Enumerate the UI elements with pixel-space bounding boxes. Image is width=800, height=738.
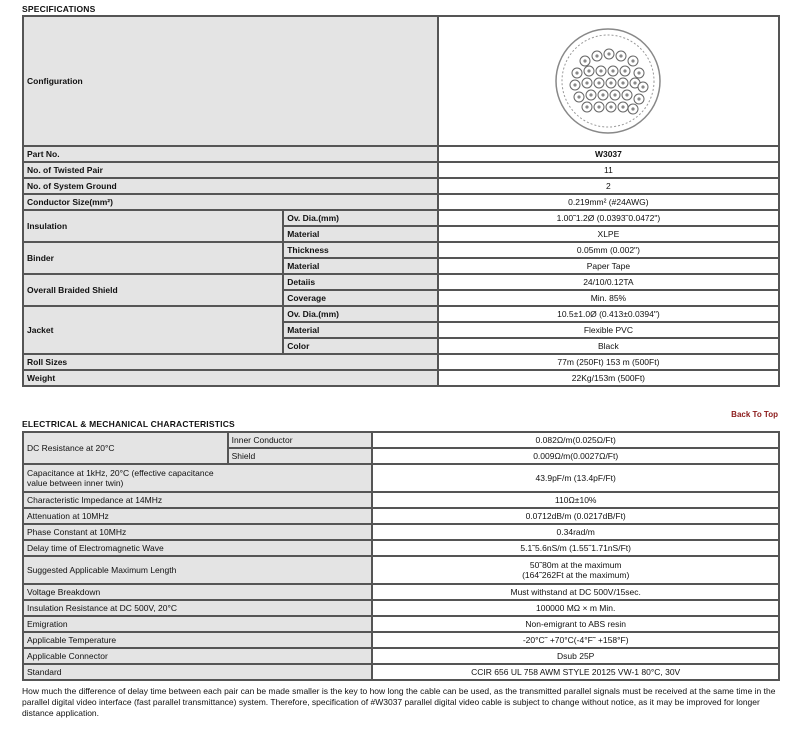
connector-label: Applicable Connector [23, 648, 372, 664]
emigration-label: Emigration [23, 616, 372, 632]
shield-coverage-value: Min. 85% [438, 290, 779, 306]
binder-label: Binder [23, 242, 283, 274]
max-length-label: Suggested Applicable Maximum Length [23, 556, 372, 584]
twisted-pair-label: No. of Twisted Pair [23, 162, 438, 178]
shield-coverage-label: Coverage [283, 290, 438, 306]
shield-label: Overall Braided Shield [23, 274, 283, 306]
phase-constant-value: 0.34rad/m [372, 524, 779, 540]
back-to-top-link[interactable]: Back To Top [731, 410, 778, 419]
roll-sizes-value: 77m (250Ft) 153 m (500Ft) [438, 354, 779, 370]
attenuation-value: 0.0712dB/m (0.0217dB/Ft) [372, 508, 779, 524]
system-ground-label: No. of System Ground [23, 178, 438, 194]
part-no-value: W3037 [438, 146, 779, 162]
delay-time-value: 5.1˜5.6nS/m (1.55˜1.71nS/Ft) [372, 540, 779, 556]
conductor-size-label: Conductor Size(mm²) [23, 194, 438, 210]
temperature-value: -20°C˜ +70°C(-4°F˜ +158°F) [372, 632, 779, 648]
binder-material-label: Material [283, 258, 438, 274]
jacket-color-value: Black [438, 338, 779, 354]
voltage-breakdown-value: Must withstand at DC 500V/15sec. [372, 584, 779, 600]
electrical-table [22, 431, 780, 681]
cable-cross-section-image [553, 21, 663, 141]
shield-details-value: 24/10/0.12TA [438, 274, 779, 290]
impedance-label: Characteristic Impedance at 14MHz [23, 492, 372, 508]
specifications-table [22, 15, 780, 387]
insulation-material-label: Material [283, 226, 438, 242]
delay-time-label: Delay time of Electromagnetic Wave [23, 540, 372, 556]
dc-shield-label: Shield [228, 448, 373, 464]
connector-value: Dsub 25P [372, 648, 779, 664]
part-no-label: Part No. [23, 146, 438, 162]
phase-constant-label: Phase Constant at 10MHz [23, 524, 372, 540]
insulation-material-value: XLPE [438, 226, 779, 242]
insulation-label: Insulation [23, 210, 283, 242]
insulation-ovdia-value: 1.00˜1.2Ø (0.0393˜0.0472") [438, 210, 779, 226]
specifications-title: SPECIFICATIONS [22, 4, 96, 14]
configuration-label: Configuration [23, 16, 438, 146]
impedance-value: 110Ω±10% [372, 492, 779, 508]
dc-shield-value: 0.009Ω/m(0.0027Ω/Ft) [372, 448, 779, 464]
temperature-label: Applicable Temperature [23, 632, 372, 648]
emigration-value: Non-emigrant to ABS resin [372, 616, 779, 632]
dc-inner-value: 0.082Ω/m(0.025Ω/Ft) [372, 432, 779, 448]
insulation-resistance-label: Insulation Resistance at DC 500V, 20°C [23, 600, 372, 616]
twisted-pair-value: 11 [438, 162, 779, 178]
electrical-title: ELECTRICAL & MECHANICAL CHARACTERISTICS [22, 419, 235, 429]
weight-label: Weight [23, 370, 438, 386]
max-length-value-line2: (164˜262Ft at the maximum) [522, 570, 630, 580]
insulation-ovdia-label: Ov. Dia.(mm) [283, 210, 438, 226]
attenuation-label: Attenuation at 10MHz [23, 508, 372, 524]
footnote-text: How much the difference of delay time between each pair can be made smaller is the key to how long the cable can be used, as the transmitted parallel signals must be received at the same time in the parallel digital video interface (fast parallel transmittance) system. Therefore, specification of #W3037 parallel digital video cable is subject to change without notice, as it may be improved for longer distance application. [22, 686, 776, 718]
jacket-label: Jacket [23, 306, 283, 354]
dc-resistance-label: DC Resistance at 20°C [23, 432, 228, 464]
capacitance-label [23, 464, 372, 492]
jacket-ovdia-value: 10.5±1.0Ø (0.413±0.0394") [438, 306, 779, 322]
binder-material-value: Paper Tape [438, 258, 779, 274]
shield-details-label: Detaiis [283, 274, 438, 290]
max-length-value [372, 556, 779, 584]
standard-value: CCIR 656 UL 758 AWM STYLE 20125 VW-1 80°C, 30V [372, 664, 779, 680]
standard-label: Standard [23, 664, 372, 680]
system-ground-value: 2 [438, 178, 779, 194]
configuration-image-cell [438, 16, 779, 146]
dc-inner-label: Inner Conductor [228, 432, 373, 448]
jacket-color-label: Color [283, 338, 438, 354]
jacket-ovdia-label: Ov. Dia.(mm) [283, 306, 438, 322]
jacket-material-label: Material [283, 322, 438, 338]
voltage-breakdown-label: Voltage Breakdown [23, 584, 372, 600]
roll-sizes-label: Roll Sizes [23, 354, 438, 370]
capacitance-value: 43.9pF/m (13.4pF/Ft) [372, 464, 779, 492]
insulation-resistance-value: 100000 MΩ × m Min. [372, 600, 779, 616]
jacket-material-value: Flexible PVC [438, 322, 779, 338]
binder-thickness-label: Thickness [283, 242, 438, 258]
conductor-size-value: 0.219mm² (#24AWG) [438, 194, 779, 210]
binder-thickness-value: 0.05mm (0.002") [438, 242, 779, 258]
max-length-value-line1: 50˜80m at the maximum [529, 560, 622, 570]
capacitance-label-text: Capacitance at 1kHz, 20°C (effective capacitance value between inner twin) [27, 468, 214, 488]
weight-value: 22Kg/153m (500Ft) [438, 370, 779, 386]
